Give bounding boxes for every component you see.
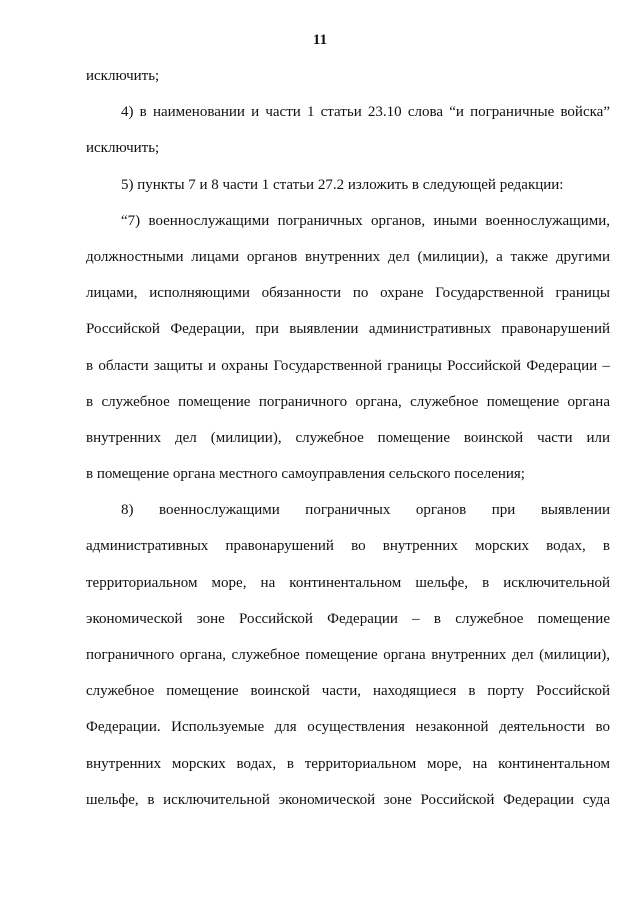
- text-line: исключить;: [86, 68, 160, 84]
- text-line: территориальном море, на континентальном шельфе, в исключительной: [86, 574, 610, 591]
- document-body: [86, 58, 610, 818]
- text-line: лицами, исполняющими обязанности по охране Государственной границы: [86, 285, 610, 302]
- text-line: шельфе, в исключительной экономической зоне Российской Федерации суда: [86, 791, 610, 808]
- text-line: административных правонарушений во внутренних морских водах, в: [86, 538, 610, 555]
- text-line: экономической зоне Российской Федерации – в служебное помещение: [86, 610, 610, 627]
- text-line: исключить;: [86, 140, 160, 157]
- text-line: Федерации. Используемые для осуществления незаконной деятельности во: [86, 719, 610, 736]
- text-line: должностными лицами органов внутренних дел (милиции), а также другими: [86, 248, 610, 265]
- text-line: 8) военнослужащими пограничных органов при выявлении: [121, 502, 610, 519]
- text-line: в помещение органа местного самоуправления сельского поселения;: [86, 466, 525, 483]
- text-line: 4) в наименовании и части 1 статьи 23.10 слова “и пограничные войска”: [121, 104, 610, 121]
- text-line: в служебное помещение пограничного органа, служебное помещение органа: [86, 393, 610, 410]
- text-line: 5) пункты 7 и 8 части 1 статьи 27.2 изложить в следующей редакции:: [121, 176, 564, 193]
- text-line: “7) военнослужащими пограничных органов, иными военнослужащими,: [121, 212, 610, 229]
- text-line: внутренних дел (милиции), служебное помещение воинской части или: [86, 429, 610, 446]
- text-line: в области защиты и охраны Государственной границы Российской Федерации –: [86, 357, 610, 374]
- page-number: 11: [312, 32, 328, 48]
- text-line: служебное помещение воинской части, находящиеся в порту Российской: [86, 683, 610, 700]
- text-line: Российской Федерации, при выявлении административных правонарушений: [86, 321, 610, 338]
- text-line: внутренних морских водах, в территориальном море, на континентальном: [86, 755, 610, 772]
- text-line: пограничного органа, служебное помещение органа внутренних дел (милиции),: [86, 647, 610, 663]
